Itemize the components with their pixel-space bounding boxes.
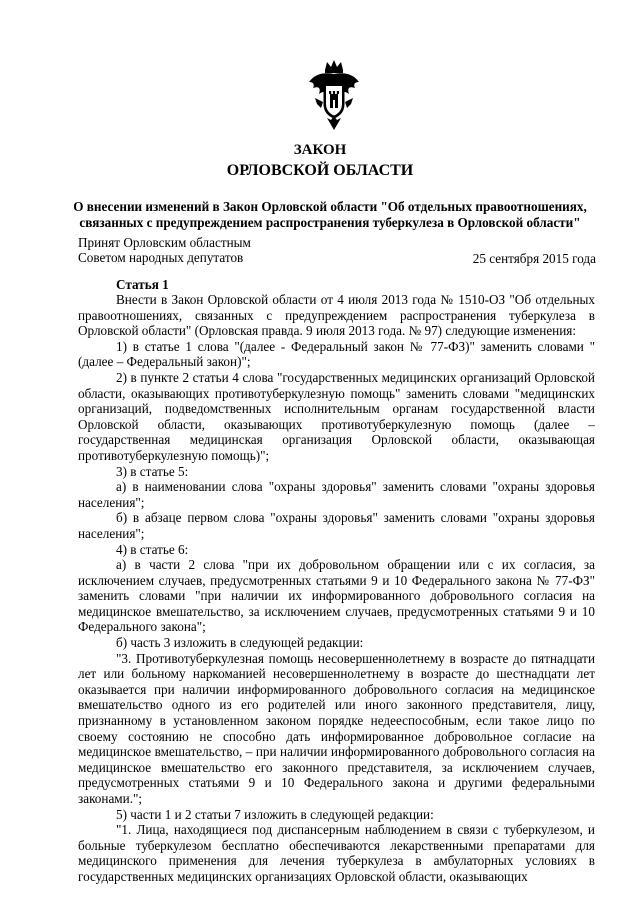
adoption-authority xyxy=(78,235,251,265)
paragraph: 3) в статье 5: xyxy=(116,463,189,479)
paragraph: а) в наименовании слова "охраны здоровья" заменить словами "охраны здоровья населения"; xyxy=(78,479,595,510)
coat-of-arms-icon xyxy=(303,58,365,132)
paragraph: 4) в статье 6: xyxy=(116,541,189,557)
law-title: ЗАКОН xyxy=(293,142,347,158)
paragraph: 1) в статье 1 слова "(далее - Федеральный закон № 77-ФЗ)" заменить словами "(далее – Федеральный закон)"; xyxy=(78,338,595,370)
article-heading: Статья 1 xyxy=(116,277,169,292)
adoption-line-1: Принят Орловским областным xyxy=(78,235,251,250)
law-subtitle: О внесении изменений в Закон Орловской области "Об отдельных правоотношениях, связанных с предупреждением распространения туберкулеза в Орловской области" xyxy=(73,199,587,230)
paragraph: "3. Противотуберкулезная помощь несовершеннолетнему в возрасте до пятнадцати лет или больному наркоманией несовершеннолетнему в возрасте до шестнадцати лет оказывается при наличии информированного добровольного согласия на медицинское вмешательство одного из его родителей или иного законного представителя, лицу, признанному в установленном законом порядке недееспособным, если такое лицо по своему состоянию не способно дать информированное добровольное согласие на медицинское вмешательство, – при наличии информированного добровольного согласия на медицинское вмешательство его законного представителя, за исключением случаев, предусмотренных статьями 9 и 10 Федерального закона и другими федеральными законами."; xyxy=(78,650,595,806)
adoption-line-2: Советом народных депутатов xyxy=(78,250,244,265)
article-body xyxy=(78,292,595,885)
paragraph: 2) в пункте 2 статьи 4 слова "государственных медицинских организаций Орловской области, оказывающих противотуберкулезную помощь" заменить словами "медицинских организаций, подведомственных исполнительным органам государственной власти Орловской области, оказывающих противотуберкулезную помощь (далее – государственная медицинская организация Орловской области, оказывающая противотуберкулезную помощь)"; xyxy=(78,369,595,463)
paragraph: 5) части 1 и 2 статьи 7 изложить в следующей редакции: xyxy=(116,806,434,822)
paragraph: "1. Лица, находящиеся под диспансерным наблюдением в связи с туберкулезом, и больные туберкулезом бесплатно обеспечиваются лекарственными препаратами для медицинского применения для лечения туберкулеза в амбулаторных условиях в государственных медицинских организациях Орловской области, оказывающих xyxy=(78,822,595,884)
paragraph: Внести в Закон Орловской области от 4 июля 2013 года № 1510-ОЗ "Об отдельных правоотношениях, связанных с предупреждением распространения туберкулеза в Орловской области" (Орловская правда. 9 июля 2013 года. № 97) следующие изменения: xyxy=(78,292,595,339)
paragraph: б) в абзаце первом слова "охраны здоровья" заменить словами "охраны здоровья населения"; xyxy=(78,510,595,541)
region-title: ОРЛОВСКОЙ ОБЛАСТИ xyxy=(226,162,414,179)
adoption-date: 25 сентября 2015 года xyxy=(472,251,596,266)
paragraph: б) часть 3 изложить в следующей редакции: xyxy=(116,635,364,651)
paragraph: а) в части 2 слова "при их добровольном обращении или с их согласия, за исключением случаев, предусмотренных статьями 9 и 10 Федерального закона № 77-ФЗ" заменить словами "при наличии их информированного добровольного согласия на медицинское вмешательство, за исключением случаев, предусмотренных статьями 9 и 10 Федерального закона"; xyxy=(78,557,595,635)
